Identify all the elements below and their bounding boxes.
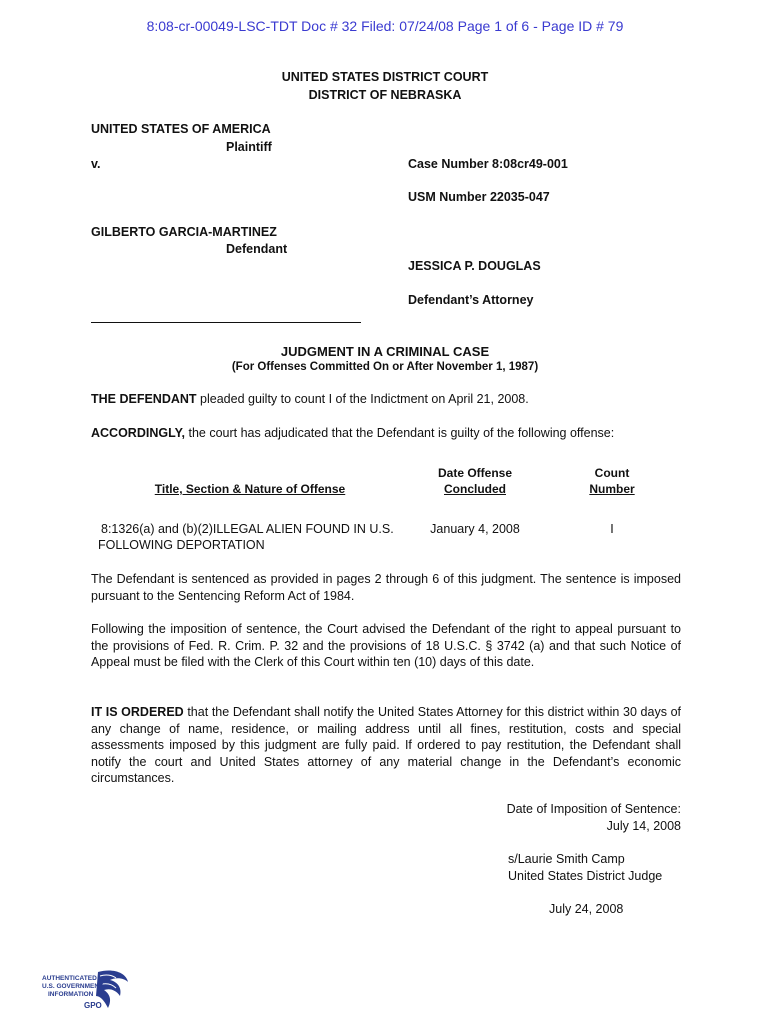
offense-description-line1: 8:1326(a) and (b)(2)ILLEGAL ALIEN FOUND IN U.S. bbox=[101, 522, 394, 536]
caption-divider bbox=[91, 322, 361, 323]
count-header-line1: Count bbox=[594, 466, 630, 480]
imposition-date: July 14, 2008 bbox=[606, 819, 681, 833]
judgment-subtitle: (For Offenses Committed On or After November 1, 1987) bbox=[231, 361, 539, 373]
court-district: DISTRICT OF NEBRASKA bbox=[308, 88, 462, 102]
svg-text:AUTHENTICATED: AUTHENTICATED bbox=[42, 975, 97, 982]
adjudication-lead: ACCORDINGLY, bbox=[91, 426, 185, 440]
filing-header: 8:08-cr-00049-LSC-TDT Doc # 32 Filed: 07/24/08 Page 1 of 6 - Page ID # 79 bbox=[146, 18, 624, 34]
plea-statement bbox=[91, 391, 681, 408]
date-header-line1: Date Offense bbox=[437, 466, 513, 480]
plea-text: pleaded guilty to count I of the Indictment on April 21, 2008. bbox=[196, 392, 529, 406]
plea-lead: THE DEFENDANT bbox=[91, 392, 197, 406]
versus: v. bbox=[91, 157, 101, 171]
judgment-title: JUDGMENT IN A CRIMINAL CASE bbox=[280, 344, 490, 359]
order-text: that the Defendant shall notify the United States Attorney for this district within 30 days of any change of name, residence, or mailing address until all fines, restitution, costs and special assessments imposed by this judgment are fully paid. If ordered to pay restitution, the Defendant shall notify the court and United States attorney of any material change in the Defendant’s economic circumstances. bbox=[91, 705, 682, 785]
defendant-label: Defendant bbox=[226, 242, 288, 256]
plaintiff-name: UNITED STATES OF AMERICA bbox=[91, 122, 271, 136]
svg-text:GPO: GPO bbox=[84, 1001, 102, 1010]
plaintiff-label: Plaintiff bbox=[226, 140, 272, 154]
adjudication-statement bbox=[91, 425, 681, 442]
order-paragraph bbox=[91, 704, 681, 787]
offense-count: I bbox=[610, 522, 614, 536]
imposition-label: Date of Imposition of Sentence: bbox=[506, 802, 681, 816]
date-header-line2: Concluded bbox=[444, 482, 506, 496]
signature-date: July 24, 2008 bbox=[549, 902, 624, 916]
appeal-paragraph: Following the imposition of sentence, the Court advised the Defendant of the right to appeal pursuant to the provisions of Fed. R. Crim. P. 32 and the provisions of 18 U.S.C. § 3742 (a) and that such Notice of Appeal must be filed with the Clerk of this Court within ten (10) days of this date. bbox=[91, 622, 681, 669]
offense-date: January 4, 2008 bbox=[430, 522, 520, 536]
sentence-paragraph: The Defendant is sentenced as provided in pages 2 through 6 of this judgment. The sentence is imposed pursuant to the Sentencing Reform Act of 1984. bbox=[91, 572, 681, 603]
attorney-label: Defendant’s Attorney bbox=[408, 293, 534, 307]
usm-number: USM Number 22035-047 bbox=[408, 190, 550, 204]
gpo-authentication-seal bbox=[40, 966, 132, 1016]
court-name: UNITED STATES DISTRICT COURT bbox=[281, 70, 489, 84]
attorney-name: JESSICA P. DOUGLAS bbox=[408, 259, 541, 273]
case-number: Case Number 8:08cr49-001 bbox=[408, 157, 568, 171]
offense-description-line2: FOLLOWING DEPORTATION bbox=[98, 538, 265, 552]
judge-title: United States District Judge bbox=[508, 869, 663, 883]
judge-signature: s/Laurie Smith Camp bbox=[508, 852, 625, 866]
svg-text:U.S. GOVERNMENT: U.S. GOVERNMENT bbox=[42, 983, 104, 990]
adjudication-text: the court has adjudicated that the Defendant is guilty of the following offense: bbox=[185, 426, 615, 440]
defendant-name: GILBERTO GARCIA-MARTINEZ bbox=[91, 225, 277, 239]
svg-text:INFORMATION: INFORMATION bbox=[48, 991, 94, 998]
gpo-eagle-icon bbox=[40, 966, 132, 1016]
count-header-line2: Number bbox=[589, 482, 635, 496]
order-lead: IT IS ORDERED bbox=[91, 705, 184, 719]
offense-title-header: Title, Section & Nature of Offense bbox=[154, 482, 346, 496]
